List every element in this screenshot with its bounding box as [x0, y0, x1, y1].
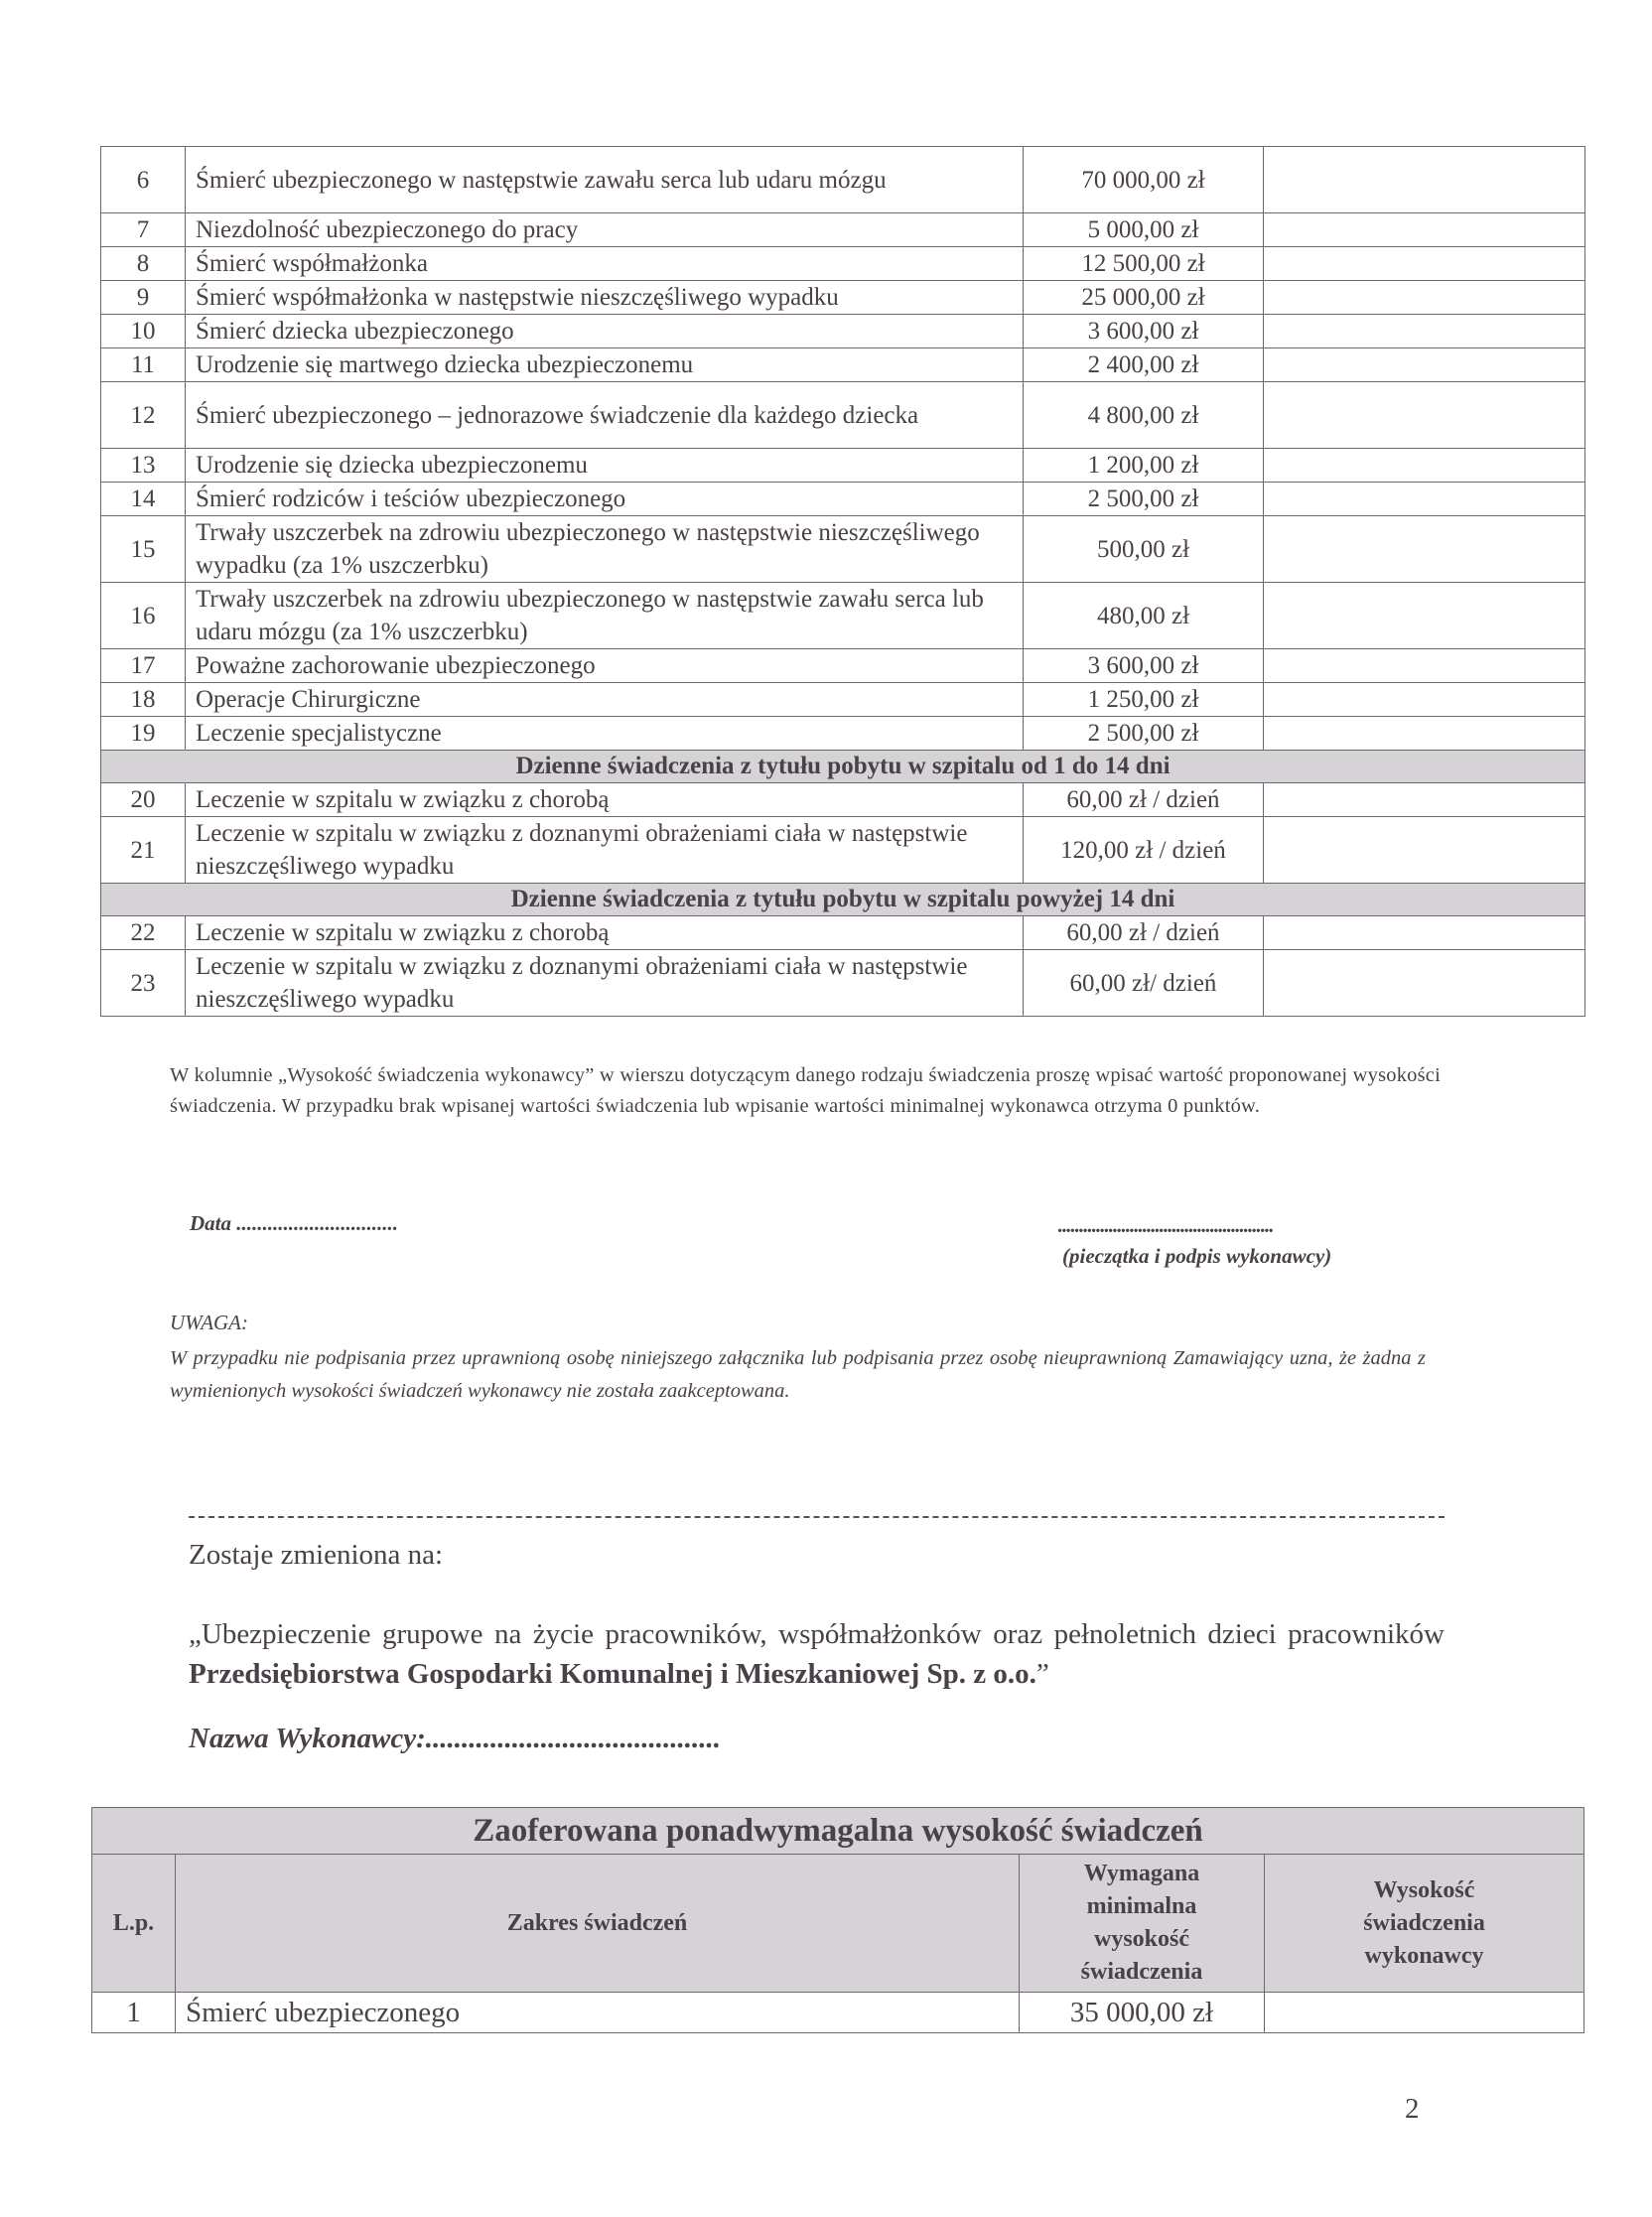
table-row	[101, 483, 1585, 516]
benefit-description: Urodzenie się dziecka ubezpieczonemu	[186, 449, 1024, 483]
table-row	[101, 449, 1585, 483]
min-amount: 4 800,00 zł	[1024, 382, 1264, 449]
section-header-row	[101, 751, 1585, 783]
company-name: Przedsiębiorstwa Gospodarki Komunalnej i Mieszkaniowej Sp. z o.o.	[189, 1658, 1036, 1690]
benefit-description: Śmierć współmałżonka	[186, 247, 1024, 281]
table-row	[101, 950, 1585, 1017]
row-number: 12	[101, 382, 186, 449]
table-row	[101, 315, 1585, 348]
row-number: 14	[101, 483, 186, 516]
table-row	[101, 649, 1585, 683]
vendor-amount-cell[interactable]	[1264, 247, 1585, 281]
warning-text: W przypadku nie podpisania przez uprawnioną osobę niniejszego załącznika lub podpisania przez osobę nieuprawnioną Zamawiający uzna, że żadna z wymienionych wysokości świadczeń wykonawcy nie została zaakceptowana.	[170, 1347, 1426, 1402]
offered-table-title-row	[92, 1808, 1584, 1855]
section-header-row	[101, 884, 1585, 916]
vendor-amount-cell[interactable]	[1264, 649, 1585, 683]
benefit-description: Leczenie w szpitalu w związku z chorobą	[186, 916, 1024, 950]
section-title: Dzienne świadczenia z tytułu pobytu w szpitalu powyżej 14 dni	[101, 884, 1585, 916]
min-amount: 70 000,00 zł	[1024, 147, 1264, 213]
row-number: 10	[101, 315, 186, 348]
min-amount: 60,00 zł / dzień	[1024, 916, 1264, 950]
table-row	[101, 213, 1585, 247]
table-row	[101, 683, 1585, 717]
benefit-description: Śmierć rodziców i teściów ubezpieczonego	[186, 483, 1024, 516]
min-amount: 5 000,00 zł	[1024, 213, 1264, 247]
vendor-amount-cell[interactable]	[1264, 516, 1585, 583]
header-lp: L.p.	[92, 1855, 176, 1993]
warning-heading: UWAGA:	[170, 1311, 249, 1334]
min-amount: 35 000,00 zł	[1020, 1993, 1265, 2033]
row-number: 13	[101, 449, 186, 483]
benefit-description: Niezdolność ubezpieczonego do pracy	[186, 213, 1024, 247]
benefit-description: Poważne zachorowanie ubezpieczonego	[186, 649, 1024, 683]
benefit-description: Leczenie w szpitalu w związku z doznanymi obrażeniami ciała w następstwie nieszczęśliwego wypadku	[186, 817, 1024, 884]
min-amount: 2 500,00 zł	[1024, 483, 1264, 516]
row-number: 19	[101, 717, 186, 751]
date-field[interactable]: Data ...............................	[190, 1211, 398, 1235]
benefit-description: Śmierć ubezpieczonego – jednorazowe świadczenie dla każdego dziecka	[186, 382, 1024, 449]
offered-table-header-row	[92, 1855, 1584, 1993]
vendor-amount-cell[interactable]	[1264, 583, 1585, 649]
table-row	[101, 817, 1585, 884]
min-amount: 120,00 zł / dzień	[1024, 817, 1264, 884]
benefit-description: Trwały uszczerbek na zdrowiu ubezpieczonego w następstwie zawału serca lub udaru mózgu (za 1% uszczerbku)	[186, 583, 1024, 649]
min-amount: 1 200,00 zł	[1024, 449, 1264, 483]
changed-to-label: Zostaje zmieniona na:	[189, 1539, 444, 1571]
min-amount: 60,00 zł/ dzień	[1024, 950, 1264, 1017]
row-number: 9	[101, 281, 186, 315]
table-row	[101, 281, 1585, 315]
table-row	[101, 783, 1585, 817]
row-number: 21	[101, 817, 186, 884]
vendor-amount-cell[interactable]	[1264, 916, 1585, 950]
row-number: 22	[101, 916, 186, 950]
vendor-amount-cell[interactable]	[1264, 950, 1585, 1017]
vendor-amount-cell[interactable]	[1265, 1993, 1584, 2033]
offered-table-title: Zaoferowana ponadwymagalna wysokość świadczeń	[92, 1808, 1584, 1855]
min-amount: 500,00 zł	[1024, 516, 1264, 583]
quote-end: ”	[1035, 1658, 1049, 1690]
header-min-amount: Wymagana minimalna wysokość świadczenia	[1020, 1855, 1265, 1993]
table-row	[101, 916, 1585, 950]
offered-benefits-table	[91, 1807, 1584, 2033]
vendor-amount-cell[interactable]	[1264, 483, 1585, 516]
benefit-description: Śmierć dziecka ubezpieczonego	[186, 315, 1024, 348]
vendor-amount-cell[interactable]	[1264, 147, 1585, 213]
benefit-description: Śmierć ubezpieczonego w następstwie zawału serca lub udaru mózgu	[186, 147, 1024, 213]
contract-title-quote	[189, 1614, 1445, 1694]
table-row	[101, 516, 1585, 583]
row-number: 7	[101, 213, 186, 247]
vendor-amount-cell[interactable]	[1264, 717, 1585, 751]
table-row	[101, 247, 1585, 281]
table-row	[101, 147, 1585, 213]
row-number: 23	[101, 950, 186, 1017]
signature-caption: (pieczątka i podpis wykonawcy)	[1062, 1244, 1332, 1268]
vendor-amount-cell[interactable]	[1264, 213, 1585, 247]
vendor-amount-cell[interactable]	[1264, 817, 1585, 884]
min-amount: 3 600,00 zł	[1024, 649, 1264, 683]
benefit-description: Urodzenie się martwego dziecka ubezpieczonemu	[186, 348, 1024, 382]
vendor-amount-cell[interactable]	[1264, 315, 1585, 348]
benefit-description: Leczenie w szpitalu w związku z chorobą	[186, 783, 1024, 817]
header-scope: Zakres świadczeń	[176, 1855, 1020, 1993]
benefit-description: Operacje Chirurgiczne	[186, 683, 1024, 717]
table-row	[101, 583, 1585, 649]
row-number: 15	[101, 516, 186, 583]
min-amount: 3 600,00 zł	[1024, 315, 1264, 348]
row-number: 20	[101, 783, 186, 817]
benefits-table	[100, 146, 1585, 1017]
benefit-description: Śmierć ubezpieczonego	[176, 1993, 1020, 2033]
row-number: 11	[101, 348, 186, 382]
vendor-amount-cell[interactable]	[1264, 783, 1585, 817]
min-amount: 60,00 zł / dzień	[1024, 783, 1264, 817]
benefit-description: Trwały uszczerbek na zdrowiu ubezpieczonego w następstwie nieszczęśliwego wypadku (za 1% uszczerbku)	[186, 516, 1024, 583]
signature-line[interactable]: ...................................................	[1057, 1213, 1273, 1237]
benefit-description: Śmierć współmałżonka w następstwie nieszczęśliwego wypadku	[186, 281, 1024, 315]
instruction-note: W kolumnie „Wysokość świadczenia wykonawcy” w wierszu dotyczącym danego rodzaju świadczenia proszę wpisać wartość proponowanej wysokości świadczenia. W przypadku brak wpisanej wartości świadczenia lub wpisanie wartości minimalnej wykonawca otrzyma 0 punktów.	[170, 1064, 1441, 1117]
table-row	[101, 382, 1585, 449]
vendor-amount-cell[interactable]	[1264, 281, 1585, 315]
row-number: 17	[101, 649, 186, 683]
row-number: 16	[101, 583, 186, 649]
quote-plain: „Ubezpieczenie grupowe na życie pracowników, współmałżonków oraz pełnoletnich dzieci pracowników	[189, 1618, 1445, 1650]
vendor-amount-cell[interactable]	[1264, 683, 1585, 717]
vendor-amount-cell[interactable]	[1264, 348, 1585, 382]
row-number: 8	[101, 247, 186, 281]
vendor-name-field[interactable]: Nazwa Wykonawcy:.........................................	[189, 1723, 721, 1754]
table-row	[101, 717, 1585, 751]
min-amount: 2 400,00 zł	[1024, 348, 1264, 382]
row-number: 18	[101, 683, 186, 717]
min-amount: 2 500,00 zł	[1024, 717, 1264, 751]
offered-table-body	[92, 1993, 1584, 2033]
page-number: 2	[1405, 2093, 1420, 2125]
min-amount: 25 000,00 zł	[1024, 281, 1264, 315]
header-vendor-amount: Wysokość świadczenia wykonawcy	[1265, 1855, 1584, 1993]
vendor-amount-cell[interactable]	[1264, 382, 1585, 449]
row-number: 6	[101, 147, 186, 213]
benefits-table-body	[101, 147, 1585, 1017]
dashed-divider	[189, 1516, 1445, 1518]
table-row	[101, 348, 1585, 382]
benefit-description: Leczenie w szpitalu w związku z doznanymi obrażeniami ciała w następstwie nieszczęśliwego wypadku	[186, 950, 1024, 1017]
row-number: 1	[92, 1993, 176, 2033]
min-amount: 12 500,00 zł	[1024, 247, 1264, 281]
vendor-amount-cell[interactable]	[1264, 449, 1585, 483]
min-amount: 480,00 zł	[1024, 583, 1264, 649]
section-title: Dzienne świadczenia z tytułu pobytu w szpitalu od 1 do 14 dni	[101, 751, 1585, 783]
min-amount: 1 250,00 zł	[1024, 683, 1264, 717]
benefit-description: Leczenie specjalistyczne	[186, 717, 1024, 751]
table-row	[92, 1993, 1584, 2033]
